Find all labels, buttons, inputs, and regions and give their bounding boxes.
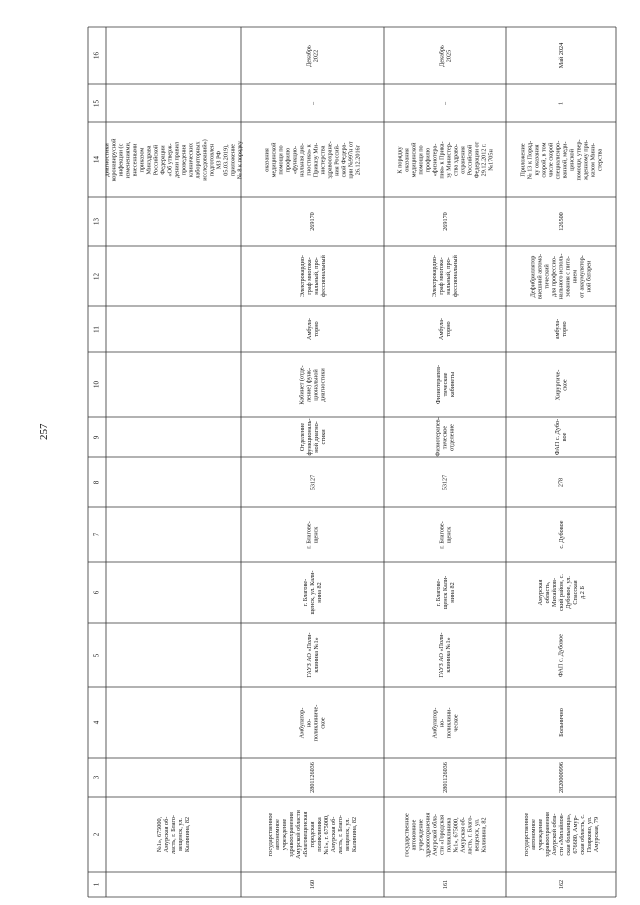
table-row-2-col-7 — [384, 507, 506, 562]
table-row-3-col-12-text: Дефибриллятор внешний автома- тический для профессио- нального исполь- зования с пита- нием от аккумулятор- ной батареи — [529, 253, 593, 299]
header-col-1-text: 1 — [92, 882, 101, 887]
table-row-2-col-16 — [384, 27, 506, 84]
header-col-6 — [88, 562, 106, 623]
table-row-3-col-10-text: Хирургиче- ское — [554, 369, 568, 400]
table-row-1-col-16 — [241, 27, 384, 84]
table-row-3-col-15 — [506, 84, 616, 122]
table-row-3-col-4-text: Больнично — [557, 708, 565, 737]
header-col-4 — [88, 687, 106, 758]
table-row-3-col-16-text: Май 2024 — [557, 42, 565, 69]
table-row-2-col-9-text: Физиотерапев- тическое отделение — [434, 416, 456, 456]
table-row-1-col-8-text: 53127 — [309, 474, 316, 490]
header-col-7-text: 7 — [92, 532, 101, 537]
table-row-3-col-7-text: с. Дубовое — [557, 520, 565, 549]
table-row-2-col-6 — [384, 562, 506, 623]
table-row-2-col-15-text: – — [441, 101, 449, 105]
table-row-3-col-11 — [506, 306, 616, 352]
table-row-3-num — [506, 872, 616, 897]
table-row-1-col-14-text: оказания медицинской помощи по профилю «функцио- нальная диа- гностика» к Приказу Ми- нистерства здравоохране- ния Россий- ской Федера- ции №997н от 26.12.2016г — [263, 140, 362, 179]
table-row-1-num — [241, 872, 384, 897]
table-row-3-col-10 — [506, 352, 616, 417]
table-row-1-col-9 — [241, 417, 384, 457]
header-col-8-text: 8 — [92, 480, 101, 484]
header-col-16-text: 16 — [92, 52, 101, 59]
table-row-1-col-2-text: государственное автономное учреждение здравоохранения Амурской области «Благовещенская городская поликлиника №1», г. 675000, Амурская об- ласть, г. Благо- вещенск, ул. Калинина, 82 — [267, 810, 358, 859]
document-table — [88, 27, 616, 897]
table-row-1-col-11 — [241, 306, 384, 352]
header-col-4-text: 4 — [92, 720, 101, 725]
table-row-2-col-14-text: К порядку оказания медицинской помощи по профилю «физиотера- пия» к Прика- зу Министер- ства здраво- охранения Российской Федерации от 29.12.2012 г. №1705н — [396, 140, 494, 179]
table-row-0-col-14 — [103, 122, 244, 197]
table-row-1-col-5 — [241, 623, 384, 687]
table-row-0-col-7 — [106, 507, 241, 562]
table-row-2-col-10-text: Физиотерапев- тические кабинеты — [434, 364, 456, 405]
table-row-0-col-6 — [106, 562, 241, 623]
table-row-1-col-6 — [241, 562, 384, 623]
table-row-0-col-15 — [106, 84, 241, 122]
table-row-2-col-11-text: Амбула- торно — [438, 318, 452, 341]
table-row-2-col-6-text: г. Благове- щенск Кали- нина 82 — [434, 575, 456, 610]
table-row-0-col-2-text: №1», 675000, Амурская об- ласть, г. Благо- вещенск, ул. Калинина, 82 — [156, 815, 191, 854]
table-row-0-col-4 — [106, 687, 241, 758]
table-row-3-col-9-text: ФАП с. Дубо- вое — [554, 418, 568, 456]
table-row-3-col-6 — [506, 562, 616, 623]
table-row-1-col-16-text: Декабрь 2022 — [305, 44, 320, 67]
table-row-0-col-9 — [106, 417, 241, 457]
table-row-3-col-7 — [506, 507, 616, 562]
table-row-1-col-12 — [241, 246, 384, 306]
header-col-13 — [88, 197, 106, 246]
table-row-3-col-13-text: 126500 — [557, 212, 565, 231]
table-row-2-col-4-text: Амбулатор- но- поликлини- ческое — [431, 707, 459, 738]
table-row-1-col-11-text: Амбула- торно — [305, 318, 320, 341]
header-col-14-text: 14 — [92, 156, 101, 163]
header-col-13-text: 13 — [92, 218, 101, 225]
table-row-3-col-14-text: Приложение № 13 к Поряд- ку оказания скорой, в том числе скорой специализиро- ванной, меди- цинской помощи, утвер- жденному при- казом Мини- стерства — [519, 138, 603, 181]
table-row-0-col-13 — [106, 197, 241, 246]
table-row-2-col-2 — [384, 797, 506, 872]
table-row-1-col-15 — [241, 84, 384, 122]
header-col-9-text: 9 — [92, 435, 101, 439]
table-row-1-col-6-text: г. Благове- щенск, ул. Кали- нина 82 — [302, 570, 323, 615]
table-row-1-col-12-text: Электрокардио- граф многока- нальный, про- фессиональный — [298, 255, 327, 298]
table-row-3-col-11-text: амбула- торно — [554, 318, 568, 340]
table-row-1-col-10 — [241, 352, 384, 417]
table-row-3-col-5 — [506, 623, 616, 687]
table-row-2-col-8-text: 53127 — [441, 474, 449, 490]
table-row-3-col-8 — [506, 457, 616, 507]
table-row-3-col-3-text: 2820000996 — [557, 762, 565, 793]
table-row-2-col-13-text: 269170 — [441, 212, 449, 231]
table-row-2-col-9 — [384, 417, 506, 457]
table-row-2-num-text: 161 — [441, 879, 449, 890]
header-col-9 — [88, 417, 106, 457]
table-row-0-col-5 — [106, 623, 241, 687]
table-row-2-col-2-text: государственное автономное учреждение здравоохранения Амурской обла- сти «Городская поликлиника №1», 675000, Амурская об- ласть, г. Благо- вещенск, ул. Калинина, 82 — [403, 812, 487, 857]
table-row-3-col-3 — [506, 758, 616, 797]
table-row-3-col-9 — [506, 417, 616, 457]
table-row-3-col-5-text: ФАП с. Дубовое — [557, 633, 565, 677]
page-number: 257 — [38, 423, 50, 440]
table-row-1-col-7-text: г. Благове- щенск — [305, 520, 320, 549]
table-row-1-col-9-text: Отделение функциональ- ной диагно- стики — [298, 418, 327, 456]
table-row-2-col-8 — [384, 457, 506, 507]
table-row-3-col-8-text: 278 — [557, 477, 565, 487]
header-col-15 — [88, 84, 106, 122]
header-col-3 — [88, 758, 106, 797]
header-col-16 — [88, 27, 106, 84]
table-row-3-col-13 — [506, 197, 616, 246]
header-col-12-text: 12 — [92, 272, 101, 280]
header-col-12 — [88, 246, 106, 306]
table-row-1-col-14 — [241, 122, 384, 197]
table-row-3-col-16 — [506, 27, 616, 84]
header-col-10 — [88, 352, 106, 417]
table-row-1-col-8 — [241, 457, 384, 507]
table-row-1-col-5-text: ГАУЗ АО «Поли- клиника №1» — [305, 632, 320, 678]
table-row-0-num — [106, 872, 241, 897]
table-row-2-col-12 — [384, 246, 506, 306]
table-row-0-col-12 — [106, 246, 241, 306]
table-row-3-col-15-text: 1 — [557, 101, 565, 105]
header-col-1 — [88, 872, 106, 897]
header-col-10-text: 10 — [92, 381, 101, 388]
table-row-0-col-16 — [106, 27, 241, 84]
table-row-2-col-10 — [384, 352, 506, 417]
table-row-1-col-10-text: Кабинет (отде- ление) функ- циональной диагностики — [298, 364, 327, 405]
table-row-1-num-text: 160 — [309, 879, 316, 890]
table-row-3-col-14 — [506, 122, 616, 197]
table-row-0-col-10 — [106, 352, 241, 417]
table-row-2-col-15 — [384, 84, 506, 122]
table-row-2-col-14 — [384, 122, 506, 197]
header-col-2 — [88, 797, 106, 872]
table-row-0-col-14-text: диагностики коронавирусной инфекции (с изменениями, внесенными приказом Минздрава Российской Федерации «Об утверж- дении правил проведения клинических лабораторных исследований») подготовлен МЗ РФ 05.03.2019), приложение № 8 к порядку — [103, 138, 244, 181]
table-row-2-col-5-text: ГАУЗ АО «Поли- клиника №1» — [438, 632, 452, 678]
header-col-5 — [88, 623, 106, 687]
header-col-11 — [88, 306, 106, 352]
table-row-3-col-2-text: государственное автономное учреждение здравоохранения Амурской обла- сти «Михайлов- ская больница», 676680, Амур- ская область, с. Поярково, ул. Амурская, 79 — [522, 812, 600, 857]
table-row-2-col-12-text: Электрокардио- граф многока- нальный, про- фессиональный — [431, 255, 459, 298]
table-row-2-col-3-text: 2801126036 — [441, 762, 449, 793]
table-row-1-col-4-text: Амбулатор- но- поликлиниче- ское — [298, 704, 327, 741]
table-row-1-col-13-text: 269170 — [309, 212, 316, 231]
table-row-2-num — [384, 872, 506, 897]
table-row-0-col-11 — [106, 306, 241, 352]
table-row-1-col-7 — [241, 507, 384, 562]
table-row-2-col-11 — [384, 306, 506, 352]
table-row-2-col-4 — [384, 687, 506, 758]
header-col-6-text: 6 — [92, 590, 101, 595]
header-col-11-text: 11 — [92, 325, 101, 333]
header-col-3-text: 3 — [92, 775, 101, 780]
header-col-5-text: 5 — [92, 653, 101, 657]
table-row-0-col-8 — [106, 457, 241, 507]
table-row-1-col-3-text: 2801126036 — [309, 762, 316, 793]
table-row-0-col-3 — [106, 758, 241, 797]
table-row-1-col-2 — [241, 797, 384, 872]
table-row-0-col-2 — [106, 797, 241, 872]
table-row-2-col-3 — [384, 758, 506, 797]
table-row-2-col-5 — [384, 623, 506, 687]
table-row-3-col-4 — [506, 687, 616, 758]
table-row-1-col-4 — [241, 687, 384, 758]
table-row-3-col-2 — [506, 797, 616, 872]
header-col-7 — [88, 507, 106, 562]
table-row-1-col-15-text: – — [309, 101, 316, 105]
header-col-2-text: 2 — [92, 832, 101, 837]
table-row-2-col-16-text: Декабрь 2025 — [438, 44, 452, 67]
header-col-15-text: 15 — [92, 99, 101, 107]
table-row-3-col-6-text: Амурская область, Михайлов- ский район, с. Дубовое, ул. Спасская д.2 Б — [536, 574, 586, 611]
header-col-8 — [88, 457, 106, 507]
table-row-3-col-12 — [506, 246, 616, 306]
table-row-1-col-3 — [241, 758, 384, 797]
table-row-3-num-text: 162 — [557, 879, 565, 890]
table-row-2-col-7-text: г. Благове- щенск — [438, 520, 452, 549]
table-row-2-col-13 — [384, 197, 506, 246]
table-row-1-col-13 — [241, 197, 384, 246]
